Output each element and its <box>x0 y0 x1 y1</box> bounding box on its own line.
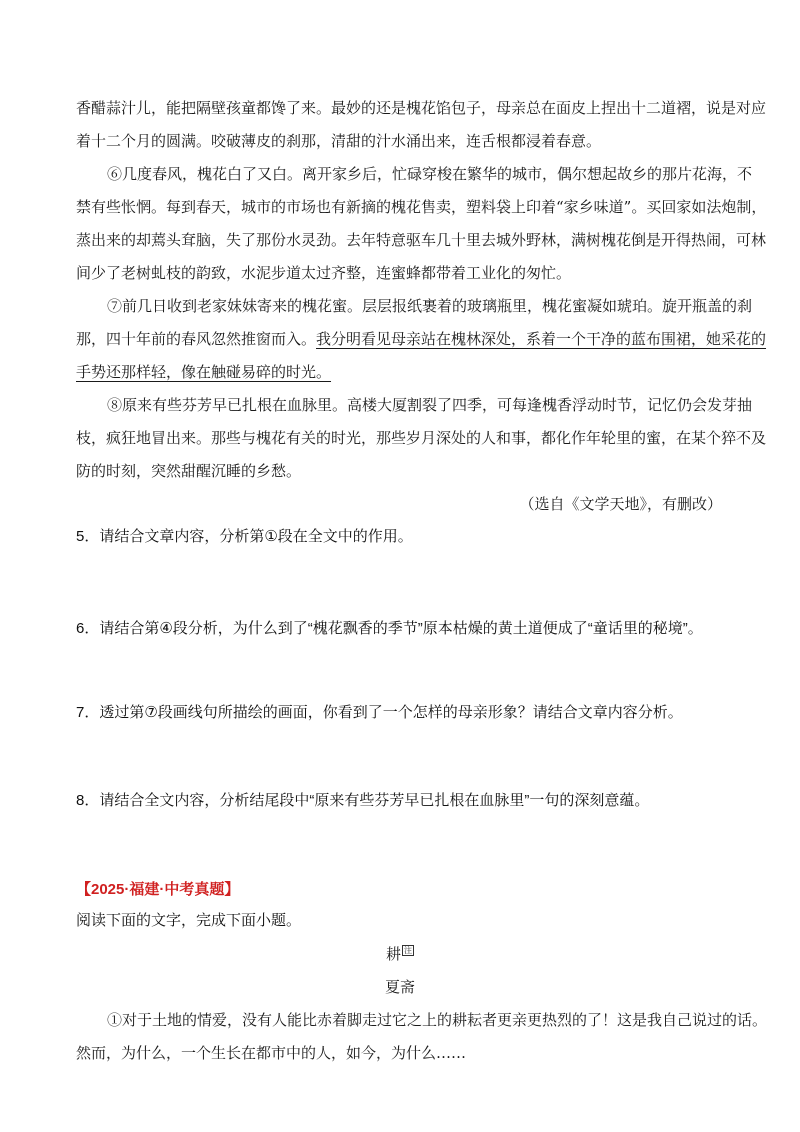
paragraph-8-line: 枝，疯狂地冒出来。那些与槐花有关的时光，那些岁月深处的人和事，都化作年轮里的蜜，在某个猝不及 <box>76 429 767 447</box>
passage-line: 着十二个月的圆满。咬破薄皮的刹那，清甜的汁水涌出来，连舌根都浸着春意。 <box>76 132 602 150</box>
paragraph-7-text: 那，四十年前的春风忽然推窗而入。 <box>76 330 317 348</box>
essay-paragraph-1-line: 然而，为什么，一个生长在都市中的人，如今，为什么…… <box>76 1044 467 1062</box>
paragraph-6-line: 蒸出来的却蔫头耷脑，失了那份水灵劲。去年特意驱车几十里去城外野林，满树槐花倒是开得热闹，可林 <box>76 231 767 249</box>
essay-paragraph-1-line: ①对于土地的情爱，没有人能比赤着脚走过它之上的耕耘者更亲更热烈的了！这是我自己说过的话。 <box>107 1011 768 1029</box>
paragraph-6-line: 间少了老树虬枝的韵致，水泥步道太过齐整，连蜜蜂都带着工业化的匆忙。 <box>76 264 572 282</box>
question-5: 5．请结合文章内容，分析第①段在全文中的作用。 <box>76 528 413 545</box>
source-citation: （选自《文学天地》，有删改） <box>519 495 722 513</box>
reading-instruction: 阅读下面的文字，完成下面小题。 <box>76 912 302 929</box>
question-8: 8．请结合全文内容，分析结尾段中“原来有些芬芳早已扎根在血脉里”一句的深刻意蕴。 <box>76 792 650 809</box>
passage-line: 香醋蒜汁儿，能把隔壁孩童都馋了来。最妙的还是槐花馅包子，母亲总在面皮上捏出十二道褶，说是对应 <box>76 99 767 117</box>
essay-author: 夏斋 <box>384 978 415 996</box>
question-6: 6．请结合第④段分析，为什么到了“槐花飘香的季节”原本枯燥的黄土道便成了“童话里的秘境”。 <box>76 620 703 637</box>
underlined-sentence: 我分明看见母亲站在槐林深处，系着一个干净的蓝布围裙，她采花的 <box>316 330 767 348</box>
paragraph-8-line: 防的时刻，突然甜醒沉睡的乡愁。 <box>76 462 302 480</box>
underlined-sentence: 手势还那样轻，像在触碰易碎的时光。 <box>76 363 332 381</box>
paragraph-6-line: ⑥几度春风，槐花白了又白。离开家乡后，忙碌穿梭在繁华的城市，偶尔想起故乡的那片花海，不 <box>107 165 753 183</box>
question-7: 7．透过第⑦段画线句所描绘的画面，你看到了一个怎样的母亲形象？请结合文章内容分析。 <box>76 704 683 721</box>
paragraph-7-line: ⑦前几日收到老家妹妹寄来的槐花蜜。层层报纸裹着的玻璃瓶里，槐花蜜凝如琥珀。旋开瓶盖的刹 <box>107 297 753 315</box>
paragraph-7-line <box>76 329 767 349</box>
essay-title-text: 耕 <box>385 945 401 963</box>
paragraph-8-line: ⑧原来有些芬芳早已扎根在血脉里。高楼大厦割裂了四季，可每逢槐香浮动时节，记忆仍会发芽抽 <box>107 396 753 414</box>
paragraph-6-line: 禁有些怅惘。每到春天，城市的市场也有新摘的槐花售卖，塑料袋上印着“家乡味道”。买回家如法炮制， <box>76 198 767 216</box>
exam-source-tag: 【2025·福建·中考真题】 <box>76 881 240 898</box>
essay-title <box>0 944 800 964</box>
footnote-marker: 注 <box>404 946 412 955</box>
